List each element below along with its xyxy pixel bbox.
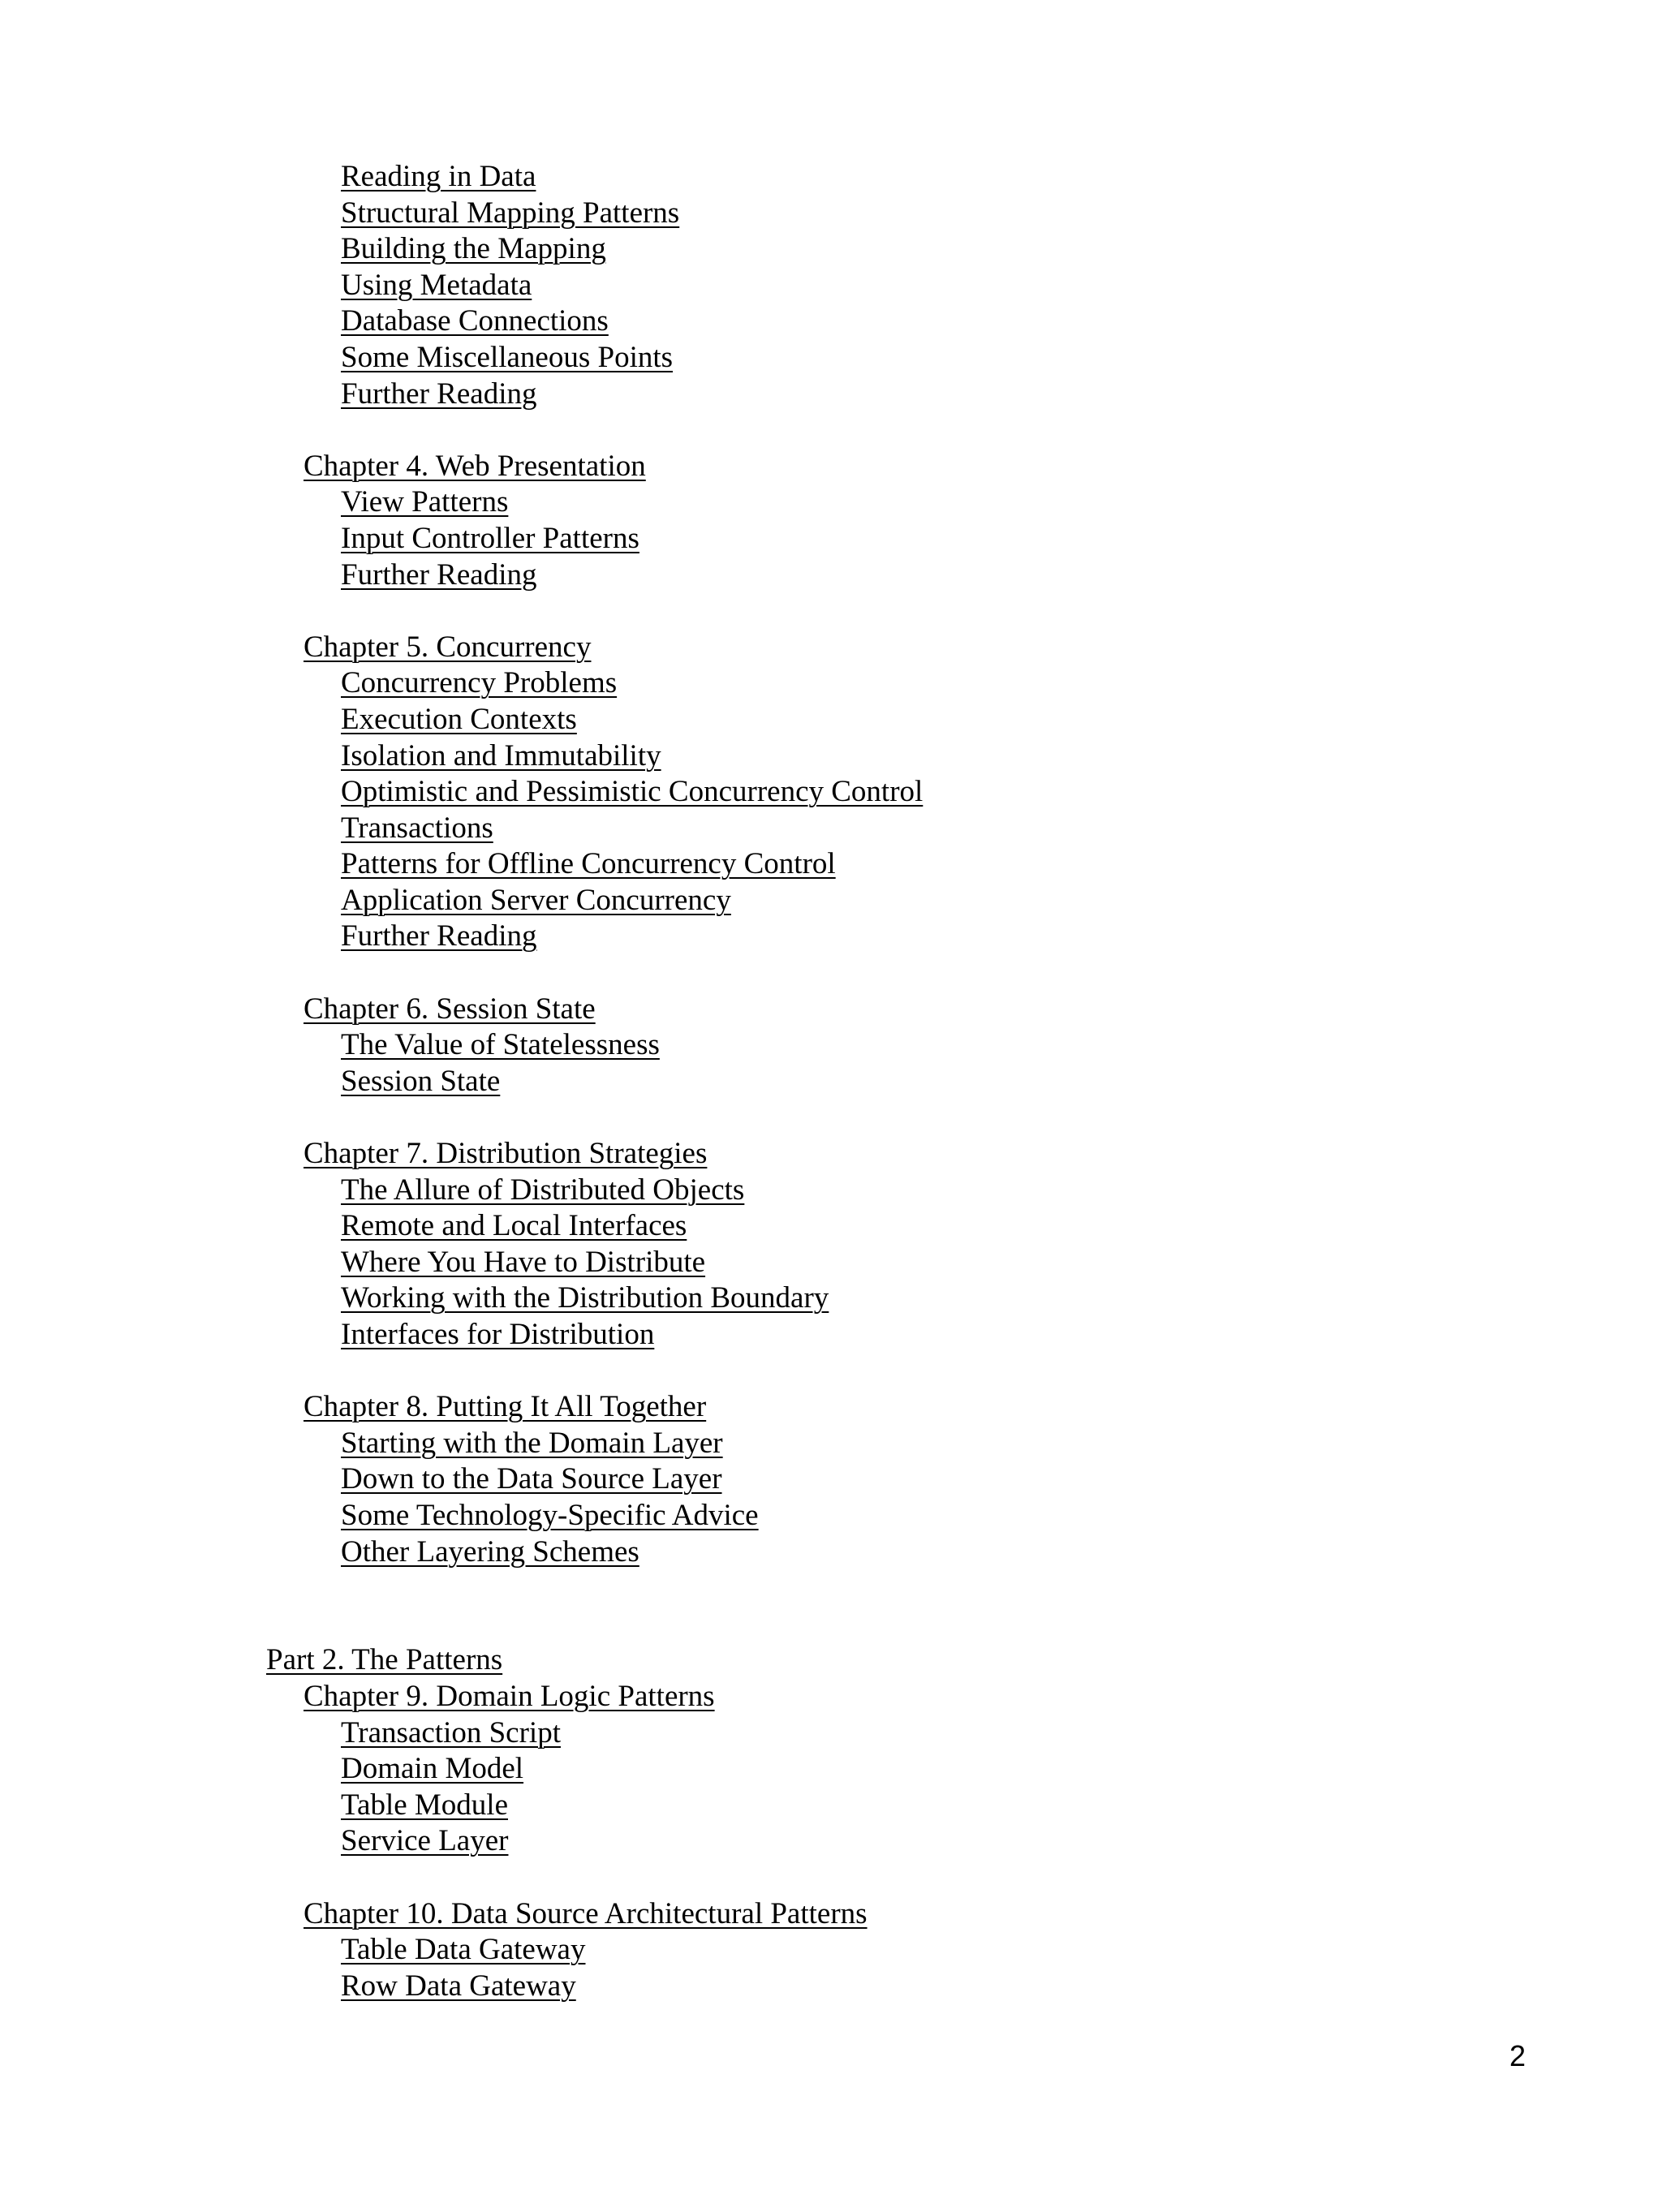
toc-entry-section (0, 1280, 1662, 1317)
toc-entry-chapter (0, 1389, 1662, 1426)
toc-entry-section (0, 702, 1662, 738)
toc-entry-chapter (0, 449, 1662, 485)
toc-entry-section (0, 1788, 1662, 1824)
section-link[interactable]: Service Layer (341, 1824, 509, 1858)
toc-entry-section (0, 1027, 1662, 1064)
part-link[interactable]: Part 2. The Patterns (266, 1643, 503, 1677)
toc-entry-section (0, 1534, 1662, 1571)
toc-entry-section (0, 1498, 1662, 1534)
section-link[interactable]: Further Reading (341, 377, 537, 411)
toc-entry-section (0, 1317, 1662, 1353)
section-link[interactable]: Database Connections (341, 304, 609, 338)
section-link[interactable]: Concurrency Problems (341, 666, 618, 700)
toc-entry-section (0, 1969, 1662, 2005)
toc-entry-section (0, 846, 1662, 883)
toc-entry-chapter (0, 630, 1662, 666)
section-link[interactable]: Some Miscellaneous Points (341, 340, 674, 374)
toc-entry-section (0, 1173, 1662, 1209)
section-link[interactable]: Transaction Script (341, 1715, 561, 1749)
toc-entry-section (0, 738, 1662, 775)
toc-entry-section (0, 303, 1662, 340)
toc-entry-section (0, 196, 1662, 232)
section-link[interactable]: Patterns for Offline Concurrency Control (341, 847, 836, 881)
section-link[interactable]: Execution Contexts (341, 702, 577, 736)
section-link[interactable]: Optimistic and Pessimistic Concurrency Control (341, 775, 924, 809)
toc-entry-section (0, 811, 1662, 847)
section-link[interactable]: Reading in Data (341, 160, 536, 193)
toc-entry-section (0, 919, 1662, 955)
section-link[interactable]: Session State (341, 1064, 501, 1098)
chapter-link[interactable]: Chapter 4. Web Presentation (304, 449, 646, 483)
toc-entry-section (0, 883, 1662, 919)
toc-entry-section (0, 665, 1662, 702)
toc-entry-section (0, 268, 1662, 304)
section-link[interactable]: The Allure of Distributed Objects (341, 1173, 745, 1207)
toc-entry-section (0, 557, 1662, 594)
section-link[interactable]: The Value of Statelessness (341, 1028, 660, 1062)
section-link[interactable]: Table Module (341, 1788, 508, 1822)
chapter-link[interactable]: Chapter 5. Concurrency (304, 630, 592, 664)
toc-entry-section (0, 1461, 1662, 1498)
toc-entry-section (0, 1426, 1662, 1462)
toc-entry-section (0, 1751, 1662, 1788)
section-link[interactable]: Some Technology-Specific Advice (341, 1498, 759, 1532)
section-link[interactable]: Starting with the Domain Layer (341, 1426, 723, 1460)
toc-entry-section (0, 521, 1662, 557)
toc-entry-section (0, 1932, 1662, 1969)
toc-entry-chapter (0, 992, 1662, 1028)
section-link[interactable]: Transactions (341, 811, 493, 845)
toc-entry-section (0, 231, 1662, 268)
toc-entry-section (0, 159, 1662, 196)
toc-entry-section (0, 1245, 1662, 1281)
chapter-link[interactable]: Chapter 10. Data Source Architectural Patterns (304, 1896, 868, 1930)
section-link[interactable]: Working with the Distribution Boundary (341, 1281, 829, 1315)
section-link[interactable]: Where You Have to Distribute (341, 1245, 706, 1279)
section-link[interactable]: View Patterns (341, 485, 509, 519)
section-link[interactable]: Other Layering Schemes (341, 1534, 639, 1569)
section-link[interactable]: Table Data Gateway (341, 1933, 586, 1967)
toc-entry-chapter (0, 1896, 1662, 1933)
section-link[interactable]: Domain Model (341, 1752, 524, 1786)
toc-entry-section (0, 484, 1662, 521)
section-link[interactable]: Remote and Local Interfaces (341, 1209, 687, 1243)
section-link[interactable]: Down to the Data Source Layer (341, 1462, 722, 1496)
toc-entry-part (0, 1642, 1662, 1679)
section-link[interactable]: Further Reading (341, 919, 537, 953)
section-link[interactable]: Using Metadata (341, 268, 532, 302)
toc-entry-section (0, 377, 1662, 413)
toc-entry-section (0, 1208, 1662, 1245)
section-link[interactable]: Application Server Concurrency (341, 883, 731, 917)
section-link[interactable]: Interfaces for Distribution (341, 1318, 655, 1351)
section-link[interactable]: Further Reading (341, 557, 537, 592)
toc-entry-section (0, 1715, 1662, 1752)
chapter-link[interactable]: Chapter 7. Distribution Strategies (304, 1137, 708, 1171)
toc-entry-section (0, 774, 1662, 811)
toc-entry-section (0, 340, 1662, 377)
toc-entry-section (0, 1823, 1662, 1860)
section-link[interactable]: Structural Mapping Patterns (341, 196, 680, 230)
chapter-link[interactable]: Chapter 9. Domain Logic Patterns (304, 1679, 715, 1713)
section-link[interactable]: Isolation and Immutability (341, 738, 661, 772)
toc-entry-chapter (0, 1136, 1662, 1173)
chapter-link[interactable]: Chapter 8. Putting It All Together (304, 1390, 707, 1424)
table-of-contents (0, 159, 1662, 2004)
toc-entry-section (0, 1064, 1662, 1100)
page-number: 2 (1509, 2039, 1526, 2072)
section-link[interactable]: Row Data Gateway (341, 1969, 576, 2003)
chapter-link[interactable]: Chapter 6. Session State (304, 992, 596, 1026)
toc-entry-chapter (0, 1679, 1662, 1715)
section-link[interactable]: Building the Mapping (341, 232, 606, 266)
section-link[interactable]: Input Controller Patterns (341, 521, 639, 555)
